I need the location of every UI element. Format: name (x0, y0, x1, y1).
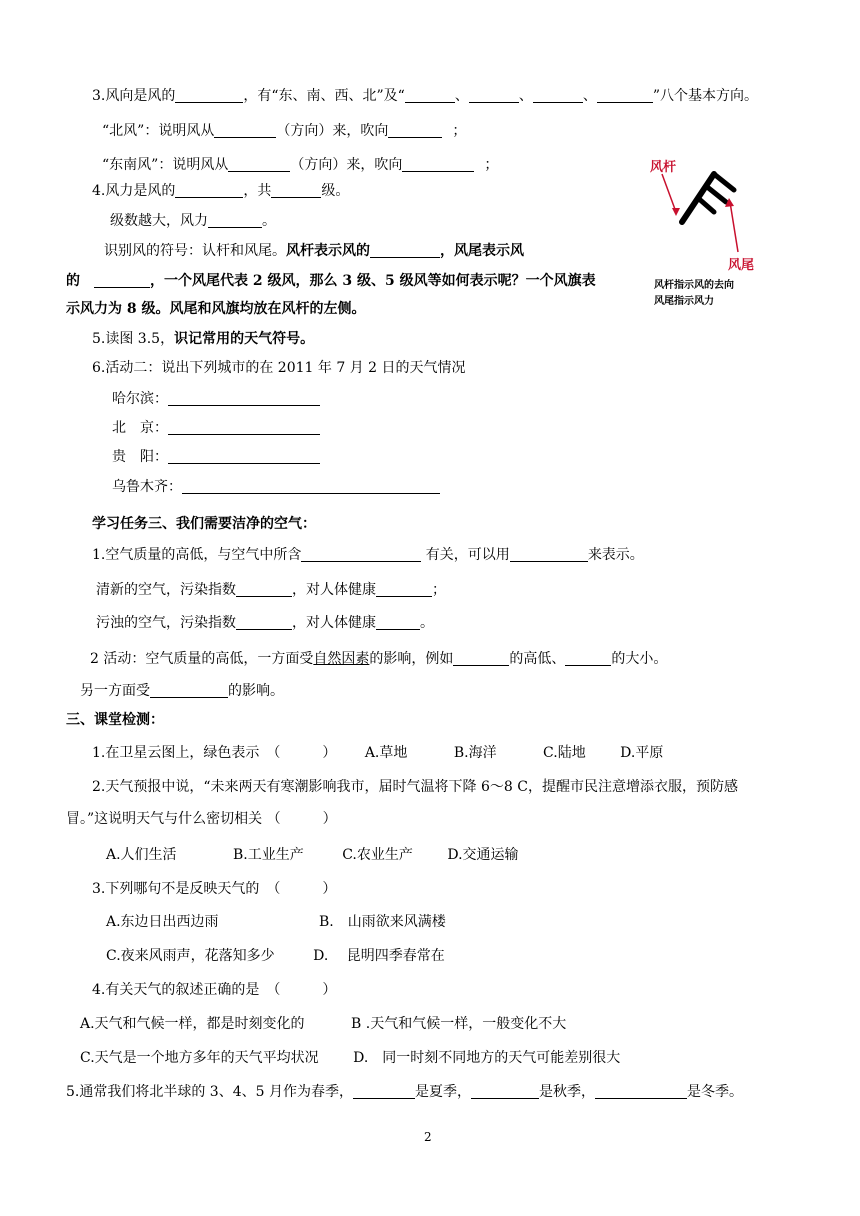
task3-other: 另一方面受 的影响。 (80, 683, 284, 699)
pole-arrow (662, 174, 676, 212)
blank[interactable] (469, 88, 519, 103)
option: C.农业生产 (342, 847, 413, 863)
option: B .天气和气候一样，一般变化不大 (351, 1016, 567, 1032)
blank[interactable] (376, 615, 420, 630)
symbol-line-1: 识别风的符号：认杆和风尾。风杆表示风的 ，风尾表示风 (104, 243, 524, 259)
check-q3-options-ab (106, 913, 446, 931)
task3-q1: 1.空气质量的高低，与空气中所含 有关，可以用 来表示。 (92, 547, 644, 563)
blank[interactable] (597, 88, 653, 103)
blank[interactable] (214, 123, 276, 138)
check-q4: 4.有关天气的叙述正确的是 （ ） (92, 982, 337, 998)
wind-tail (706, 186, 726, 202)
option: C.夜来风雨声，花落知多少 (106, 948, 275, 964)
blank[interactable] (565, 651, 611, 666)
blank[interactable] (168, 420, 320, 435)
option: A.东边日出西边雨 (106, 914, 219, 930)
option: B. 山雨欲来风满楼 (319, 914, 446, 930)
option: B.海洋 (453, 745, 497, 761)
blank[interactable] (402, 157, 474, 172)
check-q2-options (106, 846, 519, 864)
figure-caption-1: 风杆指示风的去向 (654, 280, 734, 291)
wind-tail (714, 174, 734, 190)
blank[interactable] (236, 615, 292, 630)
symbol-line-3: 示风力为 8 级。风尾和风旗均放在风杆的左侧。 (66, 301, 366, 317)
blank[interactable] (533, 88, 583, 103)
blank[interactable] (150, 683, 228, 698)
city-guiyang: 贵 阳： (112, 448, 320, 466)
figure-caption-2: 风尾指示风力 (654, 296, 714, 307)
check-heading: 三、课堂检测： (66, 712, 164, 728)
tail-label: 风尾 (728, 258, 755, 273)
blank[interactable] (376, 582, 432, 597)
blank[interactable] (353, 1084, 415, 1099)
blank[interactable] (228, 157, 290, 172)
blank[interactable] (208, 213, 262, 228)
q4-wind-force: 4.风力是风的 ，共 级。 (92, 183, 350, 199)
check-q4-options-ab (80, 1015, 566, 1033)
page-number: 2 (424, 1130, 432, 1144)
task3-heading: 学习任务三、我们需要洁净的空气： (92, 516, 316, 532)
southeast-wind-line: “东南风”：说明风从 （方向）来，吹向 ； (102, 157, 499, 173)
symbol-line-2: 的 ，一个风尾代表 2 级风，那么 3 级、5 级风等如何表示呢？一个风旗表 (66, 273, 596, 289)
north-wind-line: “北风”：说明风从 （方向）来，吹向 ； (102, 123, 467, 139)
blank[interactable] (271, 183, 321, 198)
blank[interactable] (453, 651, 509, 666)
blank[interactable] (175, 183, 243, 198)
wind-tail (698, 198, 714, 212)
blank[interactable] (471, 1084, 539, 1099)
option: B.工业生产 (233, 847, 304, 863)
blank[interactable] (168, 391, 320, 406)
option: A.人们生活 (106, 847, 177, 863)
check-q2-line2: 冒。”这说明天气与什么密切相关 （ ） (66, 811, 337, 827)
blank[interactable] (94, 273, 150, 288)
check-q2-line1: 2.天气预报中说，“未来两天有寒潮影响我市，届时气温将下降 6～8 C，提醒市民注意增添衣服，预防感 (92, 779, 738, 795)
option: A.草地 (364, 745, 408, 761)
blank[interactable] (236, 582, 292, 597)
check-q1: 1.在卫星云图上，绿色表示 （ ） A.草地 B.海洋 C.陆地 D.平原 (92, 745, 664, 761)
pole-arrowhead (672, 208, 680, 216)
blank[interactable] (595, 1084, 687, 1099)
blank[interactable] (405, 88, 455, 103)
city-urumqi: 乌鲁木齐： (112, 478, 440, 496)
option: A.天气和气候一样，都是时刻变化的 (80, 1016, 305, 1032)
wind-symbol-figure (648, 150, 798, 310)
blank[interactable] (301, 547, 421, 562)
city-beijing: 北 京： (112, 419, 320, 437)
check-q3: 3.下列哪句不是反映天气的 （ ） (92, 881, 337, 897)
task3-clean: 清新的空气，污染指数 ，对人体健康 ； (96, 582, 446, 598)
option: D.交通运输 (447, 847, 519, 863)
q5-read-figure: 5.读图 3.5，识记常用的天气符号。 (92, 331, 315, 347)
task3-dirty: 污浊的空气，污染指数 ，对人体健康 。 (96, 615, 434, 631)
option: D. 同一时刻不同地方的天气可能差别很大 (353, 1050, 621, 1066)
option: C.天气是一个地方多年的天气平均状况 (80, 1050, 319, 1066)
q6-activity: 6.活动二：说出下列城市的在 2011 年 7 月 2 日的天气情况 (92, 360, 466, 376)
blank[interactable] (510, 547, 588, 562)
level-line: 级数越大，风力 。 (110, 213, 276, 229)
task3-q2: 2 活动：空气质量的高低，一方面受自然因素的影响，例如 的高低、 的大小。 (90, 651, 668, 667)
city-harbin: 哈尔滨： (112, 390, 320, 408)
blank[interactable] (175, 88, 243, 103)
blank[interactable] (168, 449, 320, 464)
blank[interactable] (370, 243, 440, 258)
option: D. 昆明四季春常在 (313, 948, 445, 964)
blank[interactable] (182, 479, 440, 494)
check-q5: 5.通常我们将北半球的 3、4、5 月作为春季， 是夏季， 是秋季， 是冬季。 (66, 1084, 743, 1100)
q3-wind-direction: 3.风向是风的 ，有“东、南、西、北”及“ 、 、 、 ”八个基本方向。 (92, 88, 759, 104)
check-q3-options-cd (106, 947, 445, 965)
blank[interactable] (388, 123, 442, 138)
tail-arrow (730, 202, 738, 252)
option: C.陆地 (543, 745, 586, 761)
check-q4-options-cd (80, 1049, 620, 1067)
option: D.平原 (620, 745, 664, 761)
pole-label: 风杆 (650, 160, 677, 175)
